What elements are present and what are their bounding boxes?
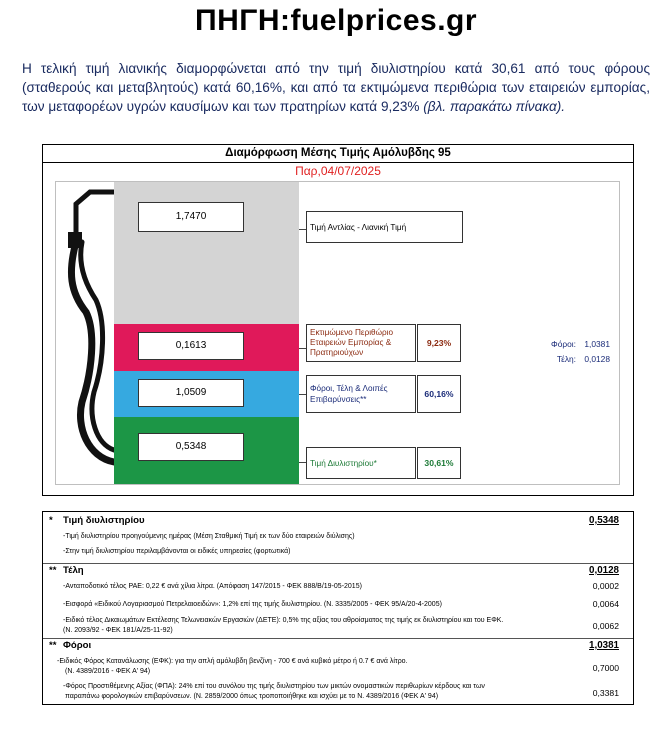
side-taxes-label: Φόροι:	[551, 339, 576, 349]
side-fees-label: Τέλη:	[556, 354, 576, 364]
pump-body-retail	[114, 182, 299, 324]
taxes-note-title: Φόροι	[63, 640, 92, 651]
panel-date: Παρ,04/07/2025	[295, 164, 381, 178]
taxes-item-2-text2: παραπάνω φορολογικών επιβαρύνσεων. (Ν. 2859/2000 όπως τροποποιήθηκε και ισχύει με το Ν. 4389/2016 (ΦΕΚ Α' 94)	[65, 693, 439, 700]
taxes-pct: 60,16%	[417, 375, 461, 413]
fuel-pump-diagram	[55, 181, 620, 485]
page-title: ΠΗΓΗ:fuelprices.gr	[194, 4, 478, 37]
margin-label: Εκτιμώμενο Περιθώριο Εταιρειών Εμπορίας & Πρατηριούχων	[306, 324, 416, 362]
connector-taxes	[299, 394, 306, 395]
fees-item-3-text: -Ειδικό τέλος Δικαιωμάτων Εκτέλεσης Τελωνειακών Εργασιών (ΔΕΤΕ): 0,5% της αξίας του αθροίσματος της τιμής εκ διυλιστηρίου και του ΕΦΚ.	[63, 617, 504, 624]
taxes-label: Φόροι, Τέλη & Λοιπές Επιβαρύνσεις**	[306, 375, 416, 413]
price-breakdown-panel	[42, 144, 634, 496]
connector-margin	[299, 348, 306, 349]
intro-italic: (βλ. παρακάτω πίνακα).	[423, 99, 566, 114]
fees-note-marker: **	[49, 565, 57, 576]
fees-item-2-text: -Εισφορά «Ειδικού Λογαριασμού Πετρελαιοειδών»: 1,2% επί της τιμής διυλιστηρίου. (Ν. 3335/2005 - ΦΕΚ 95/Α/20-4-2005)	[63, 601, 442, 608]
taxes-item-1-text2: (Ν. 4389/2016 - ΦΕΚ Α' 94)	[65, 668, 151, 675]
fees-item-3-text2: (Ν. 2093/92 - ΦΕΚ 181/Α/25-11-92)	[63, 627, 173, 634]
pump-segment-margin	[114, 324, 299, 371]
margin-value: 0,1613	[138, 332, 244, 360]
fees-note-total: 0,0128	[589, 565, 619, 576]
taxes-item-2-value: 0,3381	[592, 688, 619, 698]
intro-paragraph	[22, 59, 650, 116]
refinery-note-marker: *	[49, 515, 53, 526]
retail-price-value: 1,7470	[138, 202, 244, 232]
fees-item-2-value: 0,0064	[592, 599, 619, 609]
separator	[43, 638, 633, 639]
notes-table	[42, 511, 634, 705]
connector-retail	[299, 229, 306, 230]
taxes-note-total: 1,0381	[589, 640, 619, 651]
refinery-note-title: Τιμή διυλιστηρίου	[63, 515, 145, 526]
taxes-item-2-text: -Φόρος Προστιθέμενης Αξίας (ΦΠΑ): 24% επί του συνόλου της τιμής διυλιστηρίου των μικτών ονομαστικών περιθωρίων κέρδους και των	[63, 683, 485, 690]
refinery-note-line-2: -Στην τιμή διυλιστηρίου περιλαμβάνονται οι ειδικές υπηρεσίες (φορτωτικά)	[63, 548, 291, 555]
side-taxes-value: 1,0381	[584, 339, 610, 349]
pump-segment-refinery	[114, 417, 299, 484]
fees-note-title: Τέλη	[63, 565, 84, 576]
taxes-item-1-text: -Ειδικός Φόρος Κατανάλωσης (ΕΦΚ): για την απλή αμόλυβδη βενζίνη - 700 € ανά κυβικό μέτρο ή 0.7 € ανά λίτρο.	[57, 658, 408, 665]
side-fees-value: 0,0128	[584, 354, 610, 364]
refinery-label: Τιμή Διυλιστηρίου*	[306, 447, 416, 479]
pump-segment-taxes	[114, 371, 299, 417]
refinery-value: 0,5348	[138, 433, 244, 461]
refinery-pct: 30,61%	[417, 447, 461, 479]
margin-pct: 9,23%	[417, 324, 461, 362]
taxes-note-marker: **	[49, 640, 57, 651]
fees-item-1-text: -Ανταποδοτικό τέλος ΡΑΕ: 0,22 € ανά χίλια λίτρα. (Απόφαση 147/2015 - ΦΕΚ 888/Β/19-05-2015)	[63, 583, 362, 590]
panel-title: Διαμόρφωση Μέσης Τιμής Αμόλυβδης 95	[43, 145, 633, 163]
intro-text: Η τελική τιμή λιανικής διαμορφώνεται από την τιμή διυλιστηρίου κατά 30,61 από τους φόρους (σταθερούς και μεταβλητούς) κατά 60,16%, και από τα εκτιμώμενα περιθώρια των εταιρειών εμπορίας, των μεταφορέων υγρών καυσίμων και των πρατηρίων κατά 9,23%	[22, 61, 650, 114]
retail-label: Τιμή Αντλίας - Λιανική Τιμή	[306, 211, 463, 243]
fees-item-3-value: 0,0062	[592, 621, 619, 631]
refinery-note-total: 0,5348	[589, 515, 619, 526]
refinery-note-line-1: -Τιμή διυλιστηρίου προηγούμενης ημέρας (Μέση Σταθμική Τιμή εκ των δύο εταιρειών διύλισης)	[63, 533, 355, 540]
separator	[43, 563, 633, 564]
connector-refinery	[299, 462, 306, 463]
taxes-item-1-value: 0,7000	[592, 663, 619, 673]
fees-item-1-value: 0,0002	[592, 581, 619, 591]
taxes-value: 1,0509	[138, 379, 244, 407]
